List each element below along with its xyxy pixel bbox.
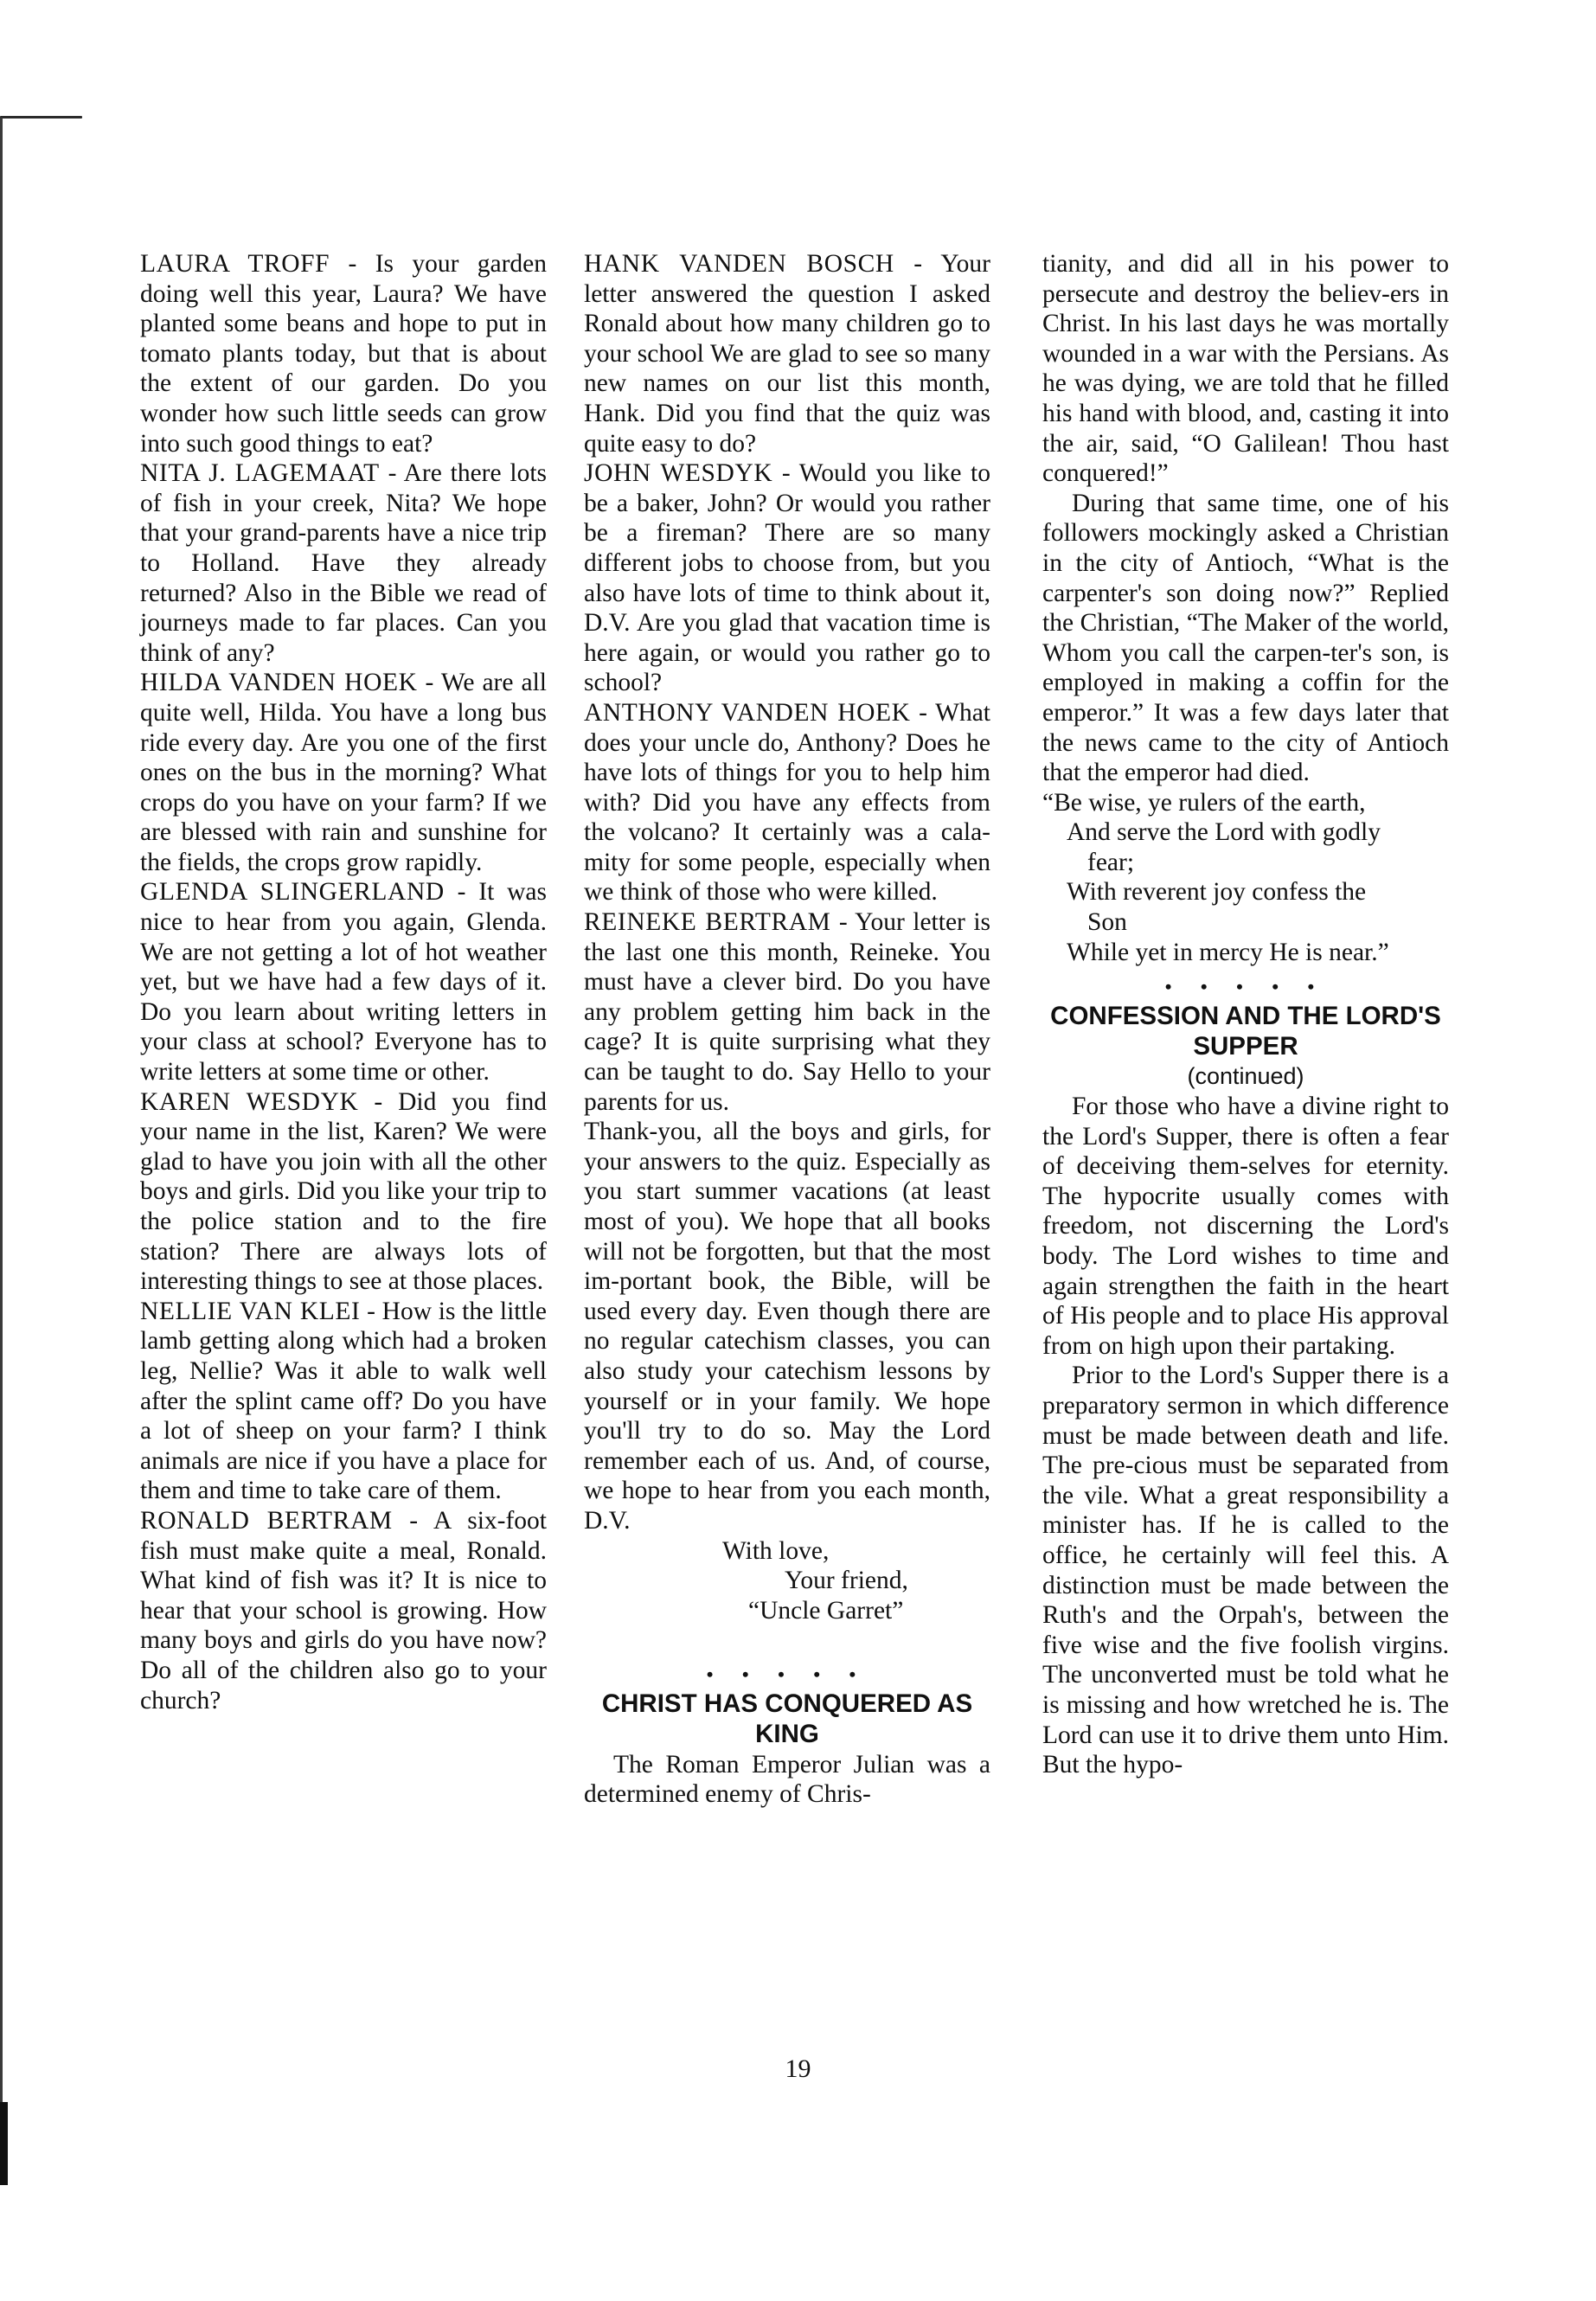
article-title: CHRIST HAS CONQUERED AS KING	[601, 1689, 973, 1748]
reply-text: - Are there lots of fish in your creek, Nita? We hope that your grand-parents have a nice trip to Holland. Have they already returned? Also in the Bible we read of journeys made to far places. Can you think of any?	[140, 459, 548, 667]
reply-text: - Is your garden doing well this year, Laura? We have planted some beans and hope to put in tomato plants today, but that is about the extent of our garden. Do you wonder how such little seeds can grow into such good things to eat?	[140, 250, 547, 458]
recipient-name: JOHN WESDYK	[584, 459, 773, 488]
letter-reply	[140, 458, 547, 668]
reply-text: - Your letter is the last one this month, Reineke. You must have a clever bird. Do you have any problem getting him back in the cage? It is quite surprising what they can be taught to do. Say Hello to your parents for us.	[584, 908, 990, 1116]
letter-reply	[140, 249, 547, 458]
poem-line: And serve the Lord with godly	[1067, 818, 1381, 847]
recipient-name: ANTHONY VANDEN HOEK	[584, 698, 911, 727]
section-paragraph: Prior to the Lord's Supper there is a preparatory sermon in which difference must be made between death and life. The pre-cious must be separated from the vile. What a great responsibility a minister has. If he is called to the office, he certainly will feel this. A distinction must be made between the Ruth's and the Orpah's, between the five wise and the five foolish virgins. The unconverted must be told what he is missing and how wretched he is. The Lord can use it to drive them unto Him. But the hypo-	[1042, 1362, 1449, 1779]
poem-quote	[1042, 788, 1449, 968]
letter-reply	[140, 1087, 547, 1297]
article-paragraph: tianity, and did all in his power to persecute and destroy the believ-ers in Christ. In his last days he was mortally wounded in a war with the Persians. As he was dying, we are told that he filled his hand with blood, and, casting it into the air, said, “O Galilean! Thou hast conquered!”	[1042, 250, 1449, 488]
column-3	[1042, 249, 1449, 1780]
reply-text: - Did you find your name in the list, Karen? We were glad to have you join with all the other boys and girls. Did you like your trip to the police station and to the fire station? There are always lots of interesting things to see at those places.	[140, 1087, 547, 1296]
section-separator: • • • • •	[706, 1663, 869, 1686]
letter-reply	[584, 249, 990, 458]
recipient-name: NITA J. LAGEMAAT	[140, 459, 380, 488]
letter-reply	[140, 1506, 547, 1715]
recipient-name: LAURA TROFF	[140, 250, 330, 278]
column-1	[140, 249, 547, 1715]
signoff-friend: Your friend,	[785, 1567, 908, 1595]
article-paragraph: The Roman Emperor Julian was a determined enemy of Chris-	[584, 1750, 990, 1809]
reply-text: - What does your uncle do, Anthony? Does he have lots of things for you to help him with? Did you have any effects from the volcano? It certainly was a cala-mity for some people, especially when we think of those who were killed.	[584, 698, 990, 907]
scan-edge-corner	[0, 2102, 8, 2185]
recipient-name: HANK VANDEN BOSCH	[584, 250, 894, 278]
scan-edge-top	[0, 116, 82, 119]
page-number: 19	[785, 2054, 811, 2083]
recipient-name: KAREN WESDYK	[140, 1087, 359, 1116]
signoff-signature: “Uncle Garret”	[748, 1596, 904, 1625]
section-paragraph: For those who have a divine right to the Lord's Supper, there is often a fear of deceiving them-selves for eternity. The hypocrite usually comes with freedom, not discerning the Lord's body. The Lord wishes to time and again strengthen the faith in the heart of His people and to place His approval from on high upon their partaking.	[1042, 1093, 1449, 1360]
column-2	[584, 249, 990, 1810]
poem-line: fear;	[1087, 848, 1135, 876]
reply-text: - Would you like to be a baker, John? Or would you rather be a fireman? There are so many different jobs to choose from, but you also have lots of time to think about it, D.V. Are you glad that vacation time is here again, or would you rather go to school?	[584, 459, 990, 697]
section-subtitle: (continued)	[1187, 1063, 1304, 1090]
recipient-name: HILDA VANDEN HOEK	[140, 669, 418, 697]
letter-reply	[584, 458, 990, 698]
reply-text: - We are all quite well, Hilda. You have a long bus ride every day. Are you one of the first ones on the bus in the morning? What crops do you have on your farm? If we are blessed with rain and sunshine for the fields, the crops grow rapidly.	[140, 669, 547, 876]
letter-reply	[140, 1297, 547, 1506]
reply-text: - Your letter answered the question I asked Ronald about how many children go to your school We are glad to see so many new names on our list this month, Hank. Did you find that the quiz was quite easy to do?	[584, 250, 990, 458]
letter-reply	[140, 877, 547, 1086]
poem-line: While yet in mercy He is near.”	[1067, 938, 1389, 966]
poem-line: “Be wise, ye rulers of the earth,	[1042, 788, 1366, 817]
reply-text: - A six-foot fish must make quite a meal, Ronald. What kind of fish was it? It is nice to hear that your school is growing. How many boys and girls do you have now? Do all of the children also go to your church?	[140, 1506, 547, 1715]
signoff-love: With love,	[722, 1536, 830, 1565]
recipient-name: NELLIE VAN KLEI	[140, 1297, 361, 1325]
closing-paragraph: Thank-you, all the boys and girls, for your answers to the quiz. Especially as you start summer vacations (at least most of you). We hope that all books will not be forgotten, but that the most im-portant book, the Bible, will be used every day. Even though there are no regular catechism classes, you can also study your catechism lessons by yourself or in your family. We hope you'll try to do so. May the Lord remember each of us. And, of course, we hope to hear from you each month, D.V.	[584, 1118, 990, 1535]
article-paragraph: During that same time, one of his followers mockingly asked a Christian in the city of Antioch, “What is the carpenter's son doing now?” Replied the Christian, “The Maker of the world, Whom you call the carpen-ter's son, is employed in making a coffin for the emperor.” It was a few days later that the news came to the city of Antioch that the emperor had died.	[1042, 489, 1449, 787]
section-separator: • • • • •	[1164, 976, 1327, 998]
poem-line: With reverent joy confess the	[1067, 878, 1367, 907]
letter-reply	[140, 668, 547, 877]
recipient-name: GLENDA SLINGERLAND	[140, 878, 445, 907]
poem-line: Son	[1087, 908, 1127, 937]
reply-text: - How is the little lamb getting along which had a broken leg, Nellie? Was it able to walk well after the splint came off? Do you have a lot of sheep on your farm? I think animals are nice if you have a place for them and time to take care of them.	[140, 1297, 547, 1505]
letter-reply	[584, 907, 990, 1117]
recipient-name: RONALD BERTRAM	[140, 1506, 393, 1535]
letter-reply	[584, 698, 990, 907]
scan-edge-left	[0, 118, 3, 2185]
reply-text: - It was nice to hear from you again, Glenda. We are not getting a lot of hot weather yet, but we have had a few days of it. Do you learn about writing letters in your class at school? Everyone has to write letters at some time or other.	[140, 878, 547, 1086]
section-title: CONFESSION AND THE LORD'S SUPPER	[1050, 1002, 1441, 1061]
recipient-name: REINEKE BERTRAM	[584, 908, 831, 937]
